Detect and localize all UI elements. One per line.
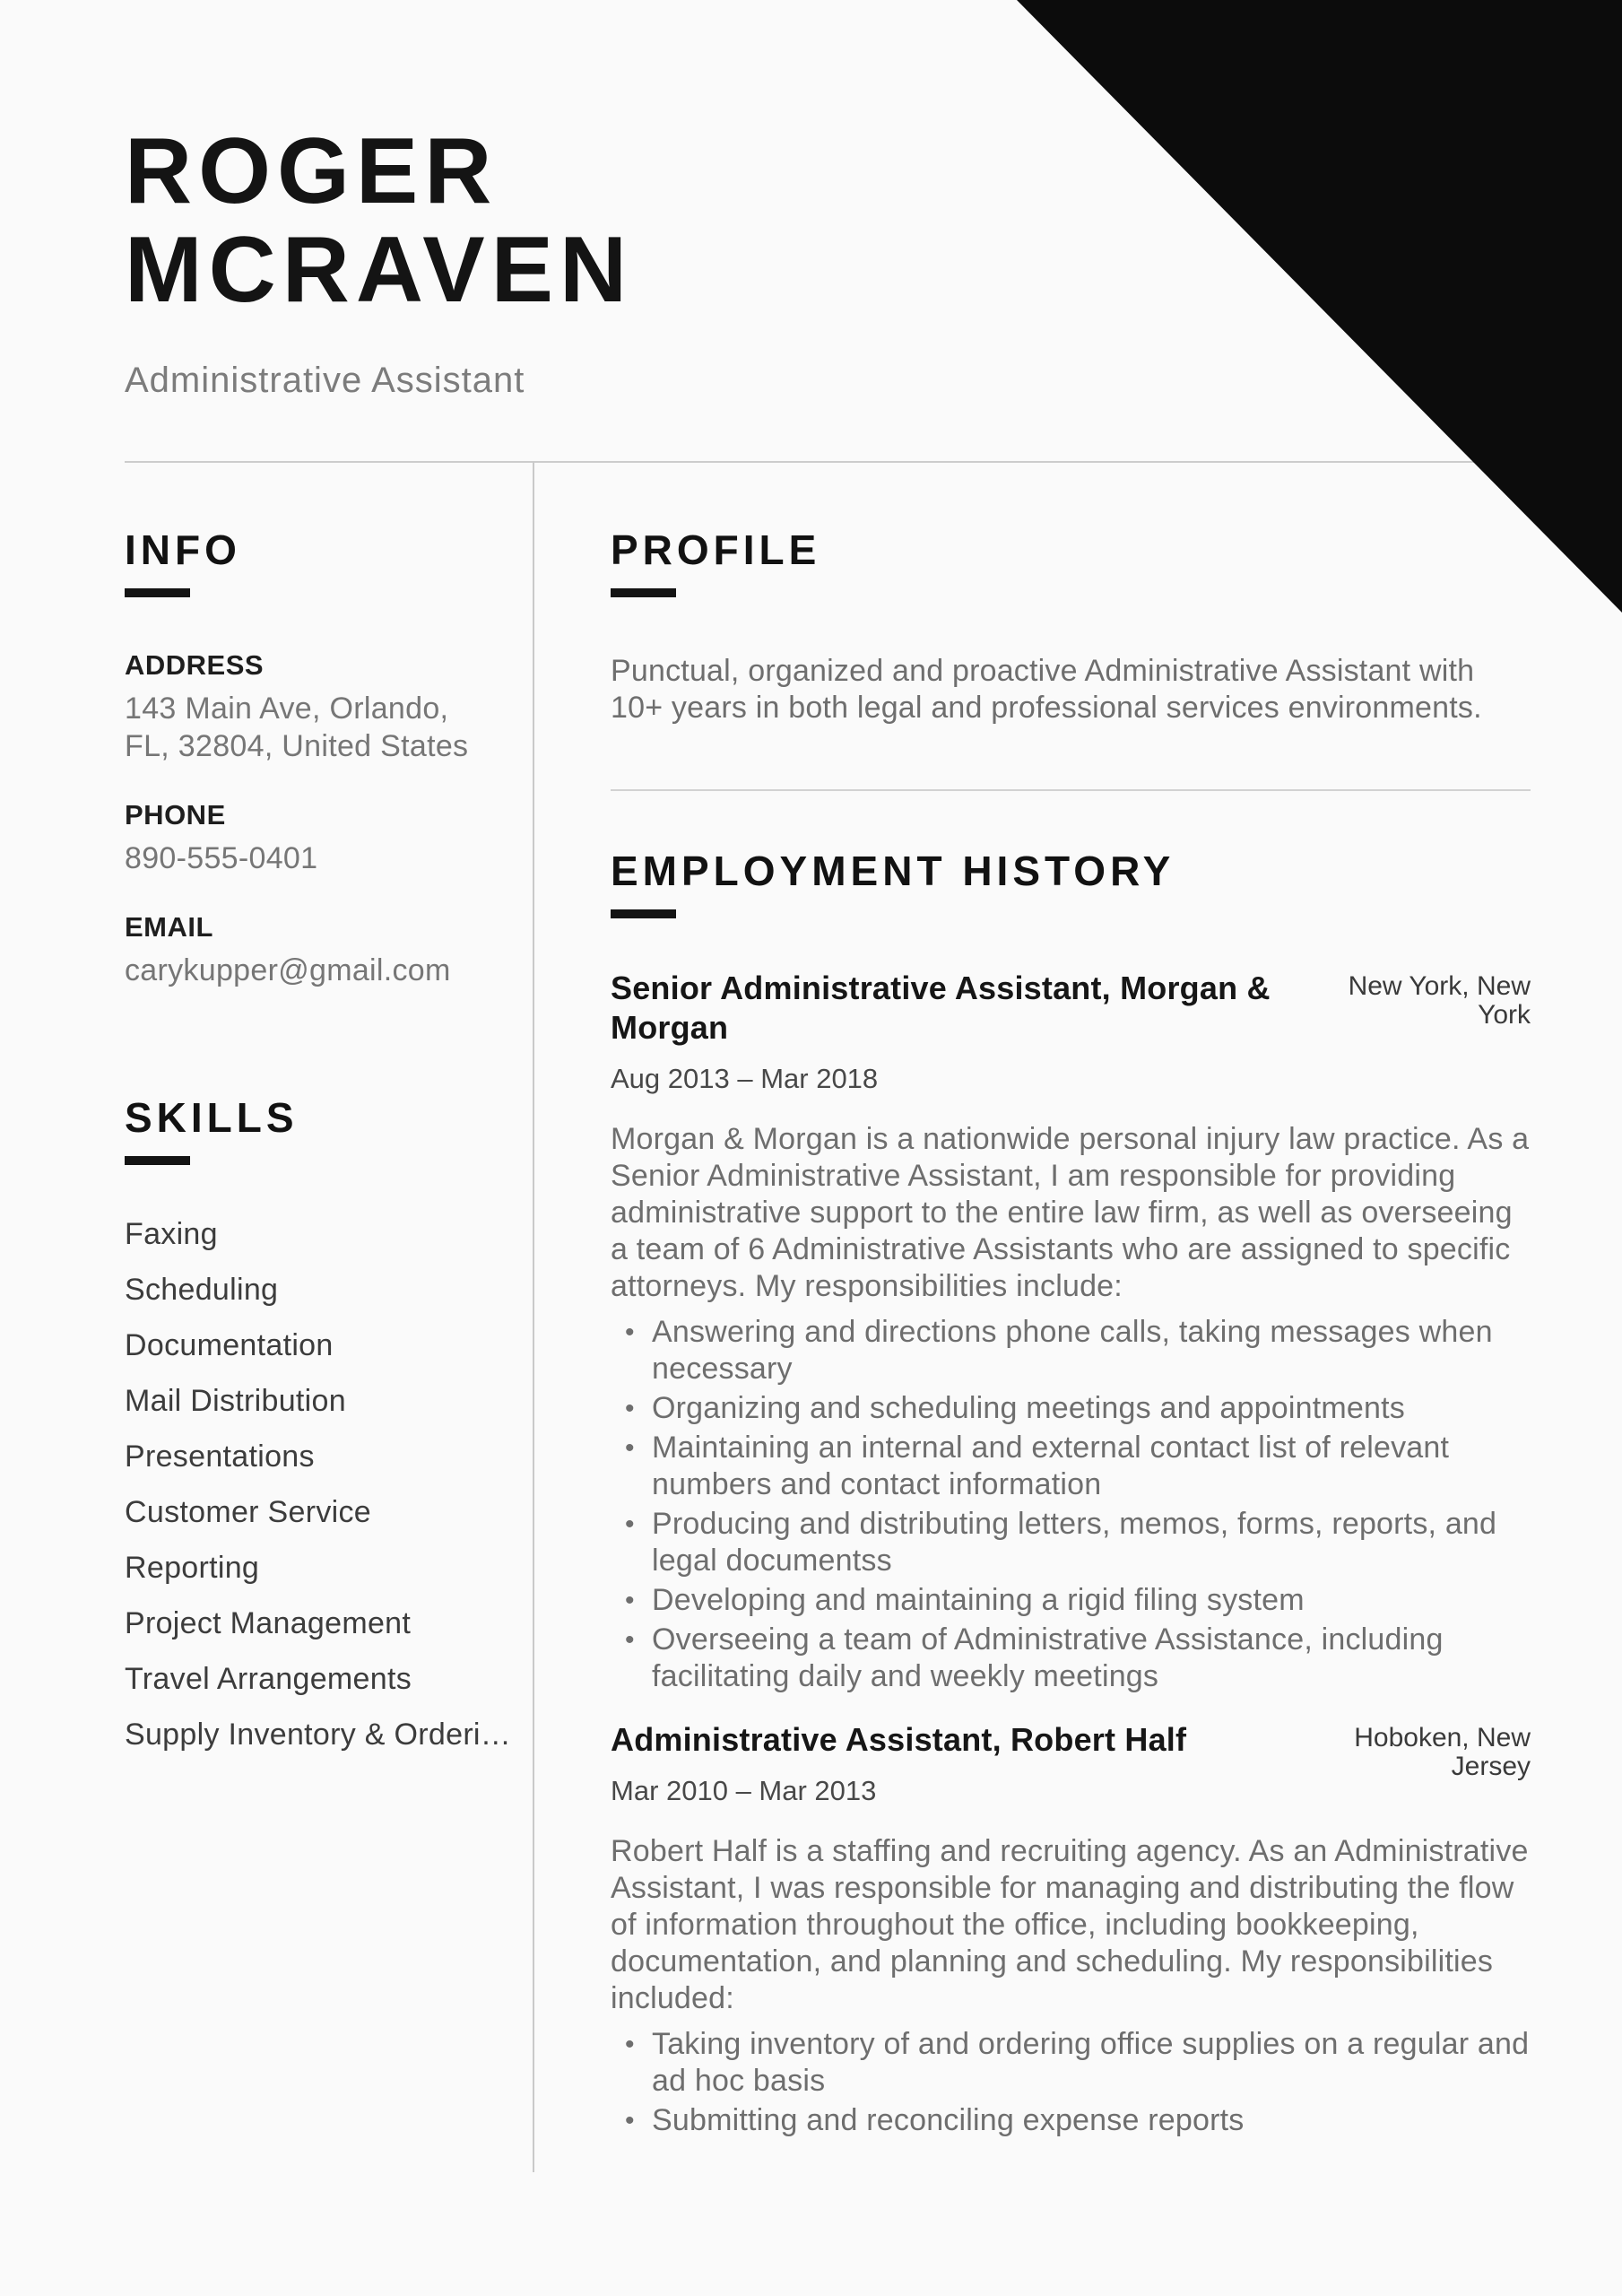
job-entry	[611, 1720, 1531, 2139]
candidate-job-title: Administrative Assistant	[125, 361, 525, 400]
job-bullet: • Answering and directions phone calls, taking messages when necessary	[611, 1314, 1531, 1387]
job-entry	[611, 969, 1531, 1695]
left-sidebar	[125, 526, 512, 1771]
profile-summary-text: Punctual, organized and proactive Administrative Assistant with 10+ years in both legal and professional services environments.	[611, 654, 1482, 725]
email-label: EMAIL	[125, 911, 213, 943]
skill-item: Project Management	[125, 1606, 412, 1640]
job-bullet: • Overseeing a team of Administrative Assistance, including facilitating daily and weekly meetings	[611, 1622, 1531, 1695]
skill-item: Customer Service	[125, 1495, 371, 1529]
job-header-row	[611, 969, 1531, 1048]
skill-item: Scheduling	[125, 1273, 279, 1307]
skill-item: Travel Arrangements	[125, 1662, 412, 1696]
job-bullet: • Organizing and scheduling meetings and appointments	[611, 1390, 1531, 1427]
job-summary: Robert Half is a staffing and recruiting agency. As an Administrative Assistant, I was responsible for managing and distributing the flow of information throughout the office, including bookkeeping, documentation, and planning and scheduling. My responsibilities included:	[611, 1834, 1529, 2015]
job-title: Senior Administrative Assistant, Morgan & Morgan	[611, 970, 1271, 1046]
job-location: New York, New York	[1348, 971, 1531, 1030]
profile-section-heading: PROFILE	[611, 526, 821, 573]
profile-heading-underline	[611, 588, 676, 597]
skill-item: Mail Distribution	[125, 1384, 346, 1418]
skills-heading-underline	[125, 1156, 190, 1165]
job-bullet: • Developing and maintaining a rigid filing system	[611, 1582, 1531, 1619]
corner-triangle-decoration	[1017, 0, 1622, 613]
column-divider-line	[533, 462, 534, 2172]
job-title: Administrative Assistant, Robert Half	[611, 1721, 1187, 1758]
email-value: carykupper@gmail.com	[125, 953, 451, 987]
skill-item: Reporting	[125, 1551, 260, 1585]
skill-item: Presentations	[125, 1439, 315, 1474]
address-value: 143 Main Ave, Orlando, FL, 32804, United States	[125, 691, 469, 763]
skill-item: Documentation	[125, 1328, 334, 1362]
phone-label: PHONE	[125, 799, 226, 831]
job-bullet-list	[611, 1314, 1531, 1695]
main-column	[611, 527, 1531, 2142]
job-dates: Aug 2013 – Mar 2018	[611, 1063, 879, 1094]
skills-section-heading: SKILLS	[125, 1094, 299, 1141]
job-header-row	[611, 1720, 1531, 1781]
skill-item: Faxing	[125, 1217, 218, 1251]
job-bullet: • Taking inventory of and ordering office supplies on a regular and ad hoc basis	[611, 2026, 1531, 2100]
job-summary: Morgan & Morgan is a nationwide personal injury law practice. As a Senior Administrative Assistant, I am responsible for providing administrative support to the entire law firm, as well as overseeing a team of 6 Administrative Assistants who are assigned to specific attorneys. My responsibilities include:	[611, 1122, 1530, 1303]
skills-list	[125, 1215, 512, 1753]
phone-value: 890-555-0401	[125, 841, 318, 875]
job-location: Hoboken, New Jersey	[1354, 1723, 1531, 1781]
employment-heading-underline	[611, 909, 676, 918]
info-heading-underline	[125, 588, 190, 597]
job-bullet-list	[611, 2026, 1531, 2139]
skill-item: Supply Inventory & Orderi…	[125, 1718, 512, 1752]
header-divider-line	[125, 461, 1622, 463]
info-section-heading: INFO	[125, 526, 241, 573]
job-bullet: • Maintaining an internal and external contact list of relevant numbers and contact information	[611, 1430, 1531, 1503]
job-dates: Mar 2010 – Mar 2013	[611, 1775, 877, 1806]
employment-section-heading: EMPLOYMENT HISTORY	[611, 848, 1175, 894]
profile-employment-divider	[611, 789, 1531, 791]
job-bullet: • Producing and distributing letters, memos, forms, reports, and legal documentss	[611, 1506, 1531, 1579]
address-label: ADDRESS	[125, 649, 265, 681]
resume-header	[125, 119, 932, 402]
candidate-name: ROGER MCRAVEN	[125, 119, 634, 322]
job-bullet: • Submitting and reconciling expense reports	[611, 2102, 1531, 2139]
